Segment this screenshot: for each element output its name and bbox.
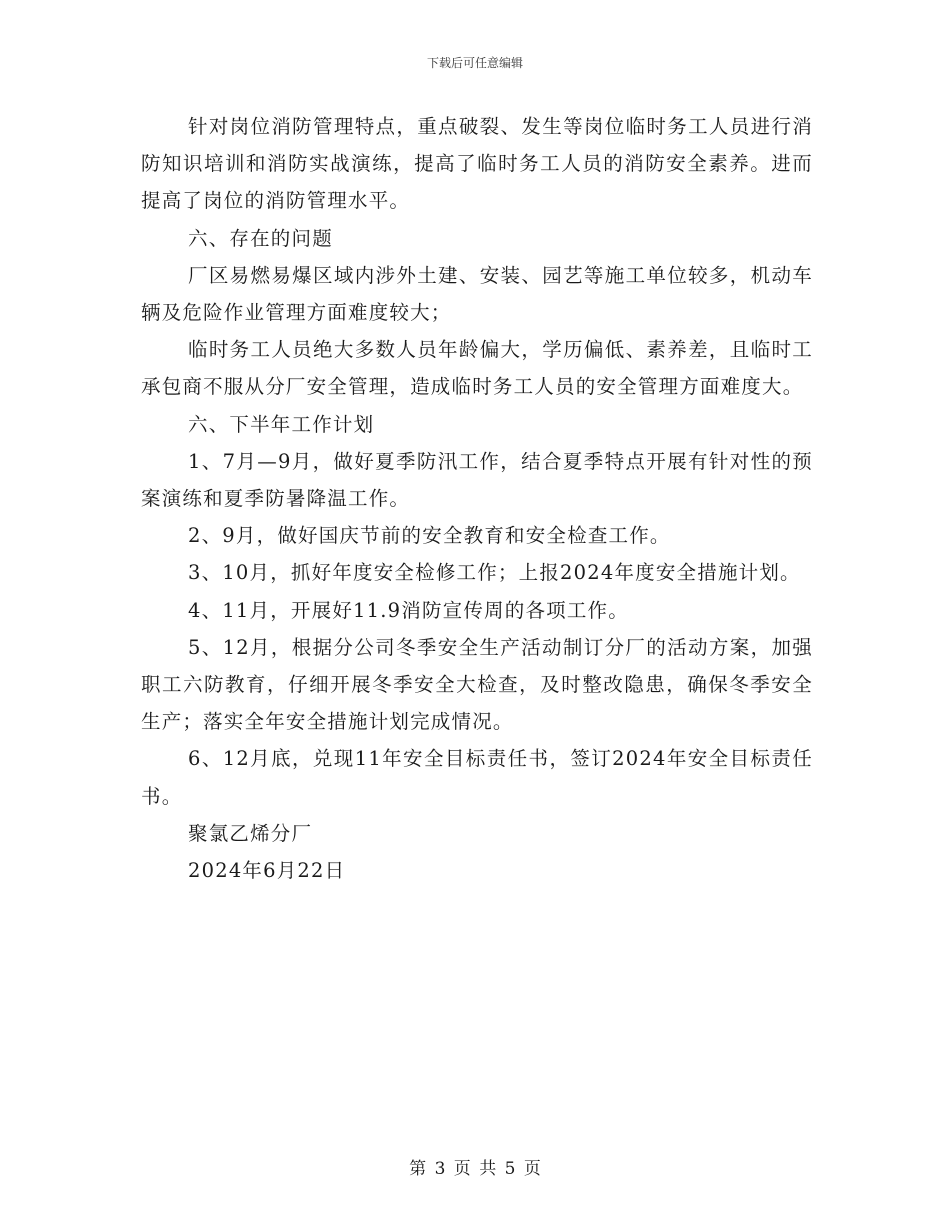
plan-item-5: 5、12月，根据分公司冬季安全生产活动制订分厂的活动方案，加强职工六防教育，仔细开展冬季安全大检查，及时整改隐患，确保冬季安全生产；落实全年安全措施计划完成情况。 <box>141 635 813 734</box>
plan-item-6: 6、12月底，兑现11年安全目标责任书，签订2024年安全目标责任书。 <box>141 747 813 808</box>
plan-item-4: 4、11月，开展好11.9消防宣传周的各项工作。 <box>188 598 629 622</box>
plan-item-3: 3、10月，抓好年度安全检修工作；上报2024年度安全措施计划。 <box>188 561 801 585</box>
signature-date: 2024年6月22日 <box>188 859 346 883</box>
paragraph-fire-training: 针对岗位消防管理特点，重点破裂、发生等岗位临时务工人员进行消防知识培训和消防实战演练，提高了临时务工人员的消防安全素养。进而提高了岗位的消防管理水平。 <box>141 115 813 213</box>
paragraph-problem-construction: 厂区易燃易爆区域内涉外土建、安装、园艺等施工单位较多，机动车辆及危险作业管理方面难度较大； <box>141 263 813 325</box>
heading-existing-problems: 六、存在的问题 <box>188 226 333 250</box>
plan-item-1: 1、7月—9月，做好夏季防汛工作，结合夏季特点开展有针对性的预案演练和夏季防暑降温工作。 <box>141 449 813 511</box>
page-number: 第 3 页 共 5 页 <box>409 1159 541 1179</box>
paragraph-problem-workers: 临时务工人员绝大多数人员年龄偏大，学历偏低、素养差，且临时工承包商不服从分厂安全管理，造成临时务工人员的安全管理方面难度大。 <box>141 338 813 399</box>
signature-organization: 聚氯乙烯分厂 <box>188 821 313 845</box>
plan-item-2: 2、9月，做好国庆节前的安全教育和安全检查工作。 <box>188 524 671 548</box>
heading-work-plan: 六、下半年工作计划 <box>188 412 375 436</box>
document-body <box>141 108 813 889</box>
header-note: 下载后可任意编辑 <box>426 56 523 70</box>
